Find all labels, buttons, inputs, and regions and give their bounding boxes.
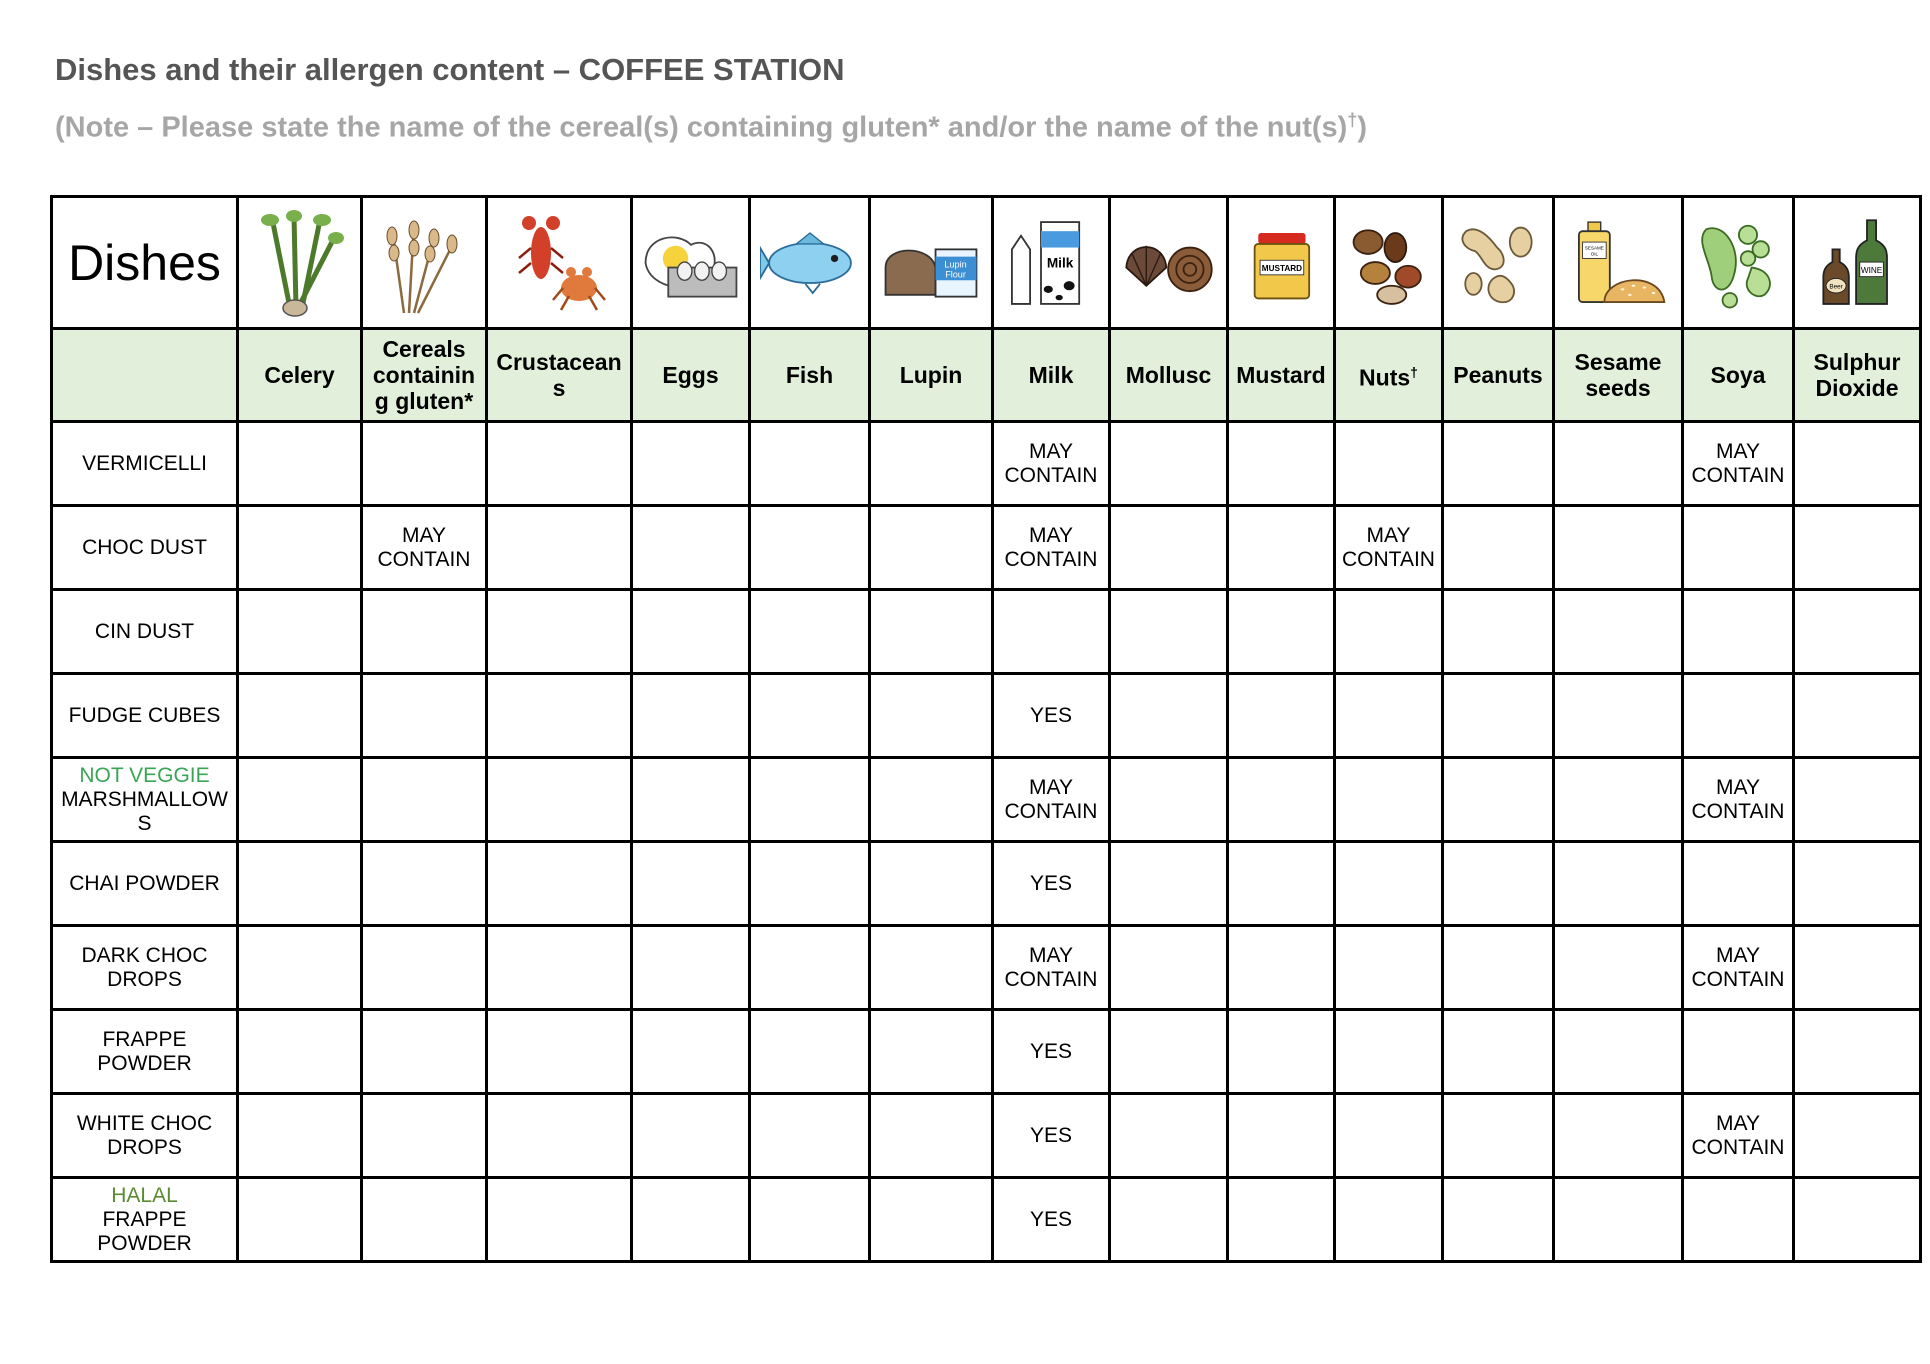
allergen-cell: YES (993, 1010, 1110, 1094)
allergen-cell (1443, 1010, 1554, 1094)
allergen-name-peanuts: Peanuts (1443, 329, 1554, 422)
allergen-cell (1554, 842, 1683, 926)
allergen-cell (632, 1010, 750, 1094)
allergen-cell (238, 1094, 362, 1178)
allergen-name-soya: Soya (1683, 329, 1794, 422)
sesame-label: SESAME (1584, 244, 1604, 250)
allergen-cell (632, 842, 750, 926)
allergen-cell (1554, 1094, 1683, 1178)
dish-cell (52, 1010, 238, 1094)
allergen-cell (1335, 422, 1443, 506)
allergen-cell (487, 926, 632, 1010)
allergen-cell (362, 1010, 487, 1094)
allergen-cell: YES (993, 842, 1110, 926)
allergen-cell (362, 926, 487, 1010)
allergen-cell (238, 422, 362, 506)
allergen-cell (1794, 842, 1921, 926)
nuts-dagger: † (1410, 364, 1418, 381)
table-row (52, 1094, 1921, 1178)
allergen-cell (632, 758, 750, 842)
allergen-cell (1554, 758, 1683, 842)
dish-name: CHOC DUST (82, 535, 207, 559)
allergen-cell (238, 842, 362, 926)
allergen-cell (1228, 926, 1335, 1010)
allergen-cell (1554, 674, 1683, 758)
allergen-cell (362, 422, 487, 506)
allergen-cell (1228, 590, 1335, 674)
allergen-name-lupin: Lupin (870, 329, 993, 422)
allergen-cell (1335, 926, 1443, 1010)
allergen-cell (1794, 506, 1921, 590)
allergen-cell (1335, 758, 1443, 842)
dishes-name-blank (52, 329, 238, 422)
allergen-cell (487, 506, 632, 590)
allergen-cell: MAY CONTAIN (993, 506, 1110, 590)
allergen-cell (1554, 506, 1683, 590)
allergen-cell: MAY CONTAIN (362, 506, 487, 590)
allergen-cell (1794, 422, 1921, 506)
allergen-cell (632, 422, 750, 506)
allergen-table (50, 195, 1922, 1263)
lupin-label-2: Flour (945, 269, 966, 280)
allergen-cell: MAY CONTAIN (993, 422, 1110, 506)
allergen-name-sulphur: Sulphur Dioxide (1794, 329, 1921, 422)
dish-cell (52, 506, 238, 590)
note-text: (Note – Please state the name of the cereal(s) containing gluten* and/or the name of the nut(s) (55, 111, 1348, 144)
allergen-cell (750, 1094, 870, 1178)
allergen-name-sesame: Sesame seeds (1554, 329, 1683, 422)
allergen-cell: MAY CONTAIN (1683, 926, 1794, 1010)
beer-label: Beer (1829, 282, 1843, 290)
allergen-cell (1443, 1178, 1554, 1262)
allergen-cell (1110, 1094, 1228, 1178)
allergen-cell (1110, 842, 1228, 926)
allergen-cell (1554, 1178, 1683, 1262)
allergen-name-fish: Fish (750, 329, 870, 422)
dish-cell (52, 926, 238, 1010)
allergen-name-milk: Milk (993, 329, 1110, 422)
allergen-cell (487, 674, 632, 758)
allergen-name-mustard: Mustard (1228, 329, 1335, 422)
allergen-cell (1110, 422, 1228, 506)
dish-name: MARSHMALLOW S (61, 787, 228, 835)
allergen-cell (1794, 674, 1921, 758)
allergen-name-row (52, 329, 1921, 422)
allergen-cell (1554, 1010, 1683, 1094)
dish-cell (52, 590, 238, 674)
allergen-cell (1794, 926, 1921, 1010)
peanuts-icon (1443, 197, 1554, 329)
dish-name: CIN DUST (94, 619, 195, 643)
allergen-cell (870, 1178, 993, 1262)
allergen-cell: MAY CONTAIN (1683, 422, 1794, 506)
allergen-cell (750, 1178, 870, 1262)
table-row (52, 758, 1921, 842)
allergen-cell (870, 926, 993, 1010)
allergen-cell (750, 926, 870, 1010)
allergen-cell (1794, 758, 1921, 842)
mustard-icon (1228, 197, 1335, 329)
page-note (55, 110, 1367, 145)
allergen-cell (1335, 1178, 1443, 1262)
table-row (52, 842, 1921, 926)
table-row (52, 506, 1921, 590)
table-row (52, 1178, 1921, 1262)
table-row (52, 590, 1921, 674)
dish-cell (52, 842, 238, 926)
dish-name: WHITE CHOC DROPS (76, 1111, 213, 1159)
dish-cell (52, 1094, 238, 1178)
dish-qualifier: HALAL (111, 1183, 178, 1207)
allergen-cell (487, 590, 632, 674)
allergen-cell (1228, 1010, 1335, 1094)
allergen-cell (362, 590, 487, 674)
allergen-cell (632, 590, 750, 674)
wine-label: WINE (1860, 265, 1883, 275)
allergen-cell (1554, 590, 1683, 674)
mustard-label: MUSTARD (1261, 263, 1303, 273)
allergen-cell: YES (993, 1178, 1110, 1262)
dish-name: FUDGE CUBES (68, 703, 221, 727)
note-dagger: † (1347, 110, 1358, 130)
allergen-cell (1228, 1094, 1335, 1178)
allergen-cell (870, 590, 993, 674)
allergen-cell (487, 1094, 632, 1178)
allergen-cell (1683, 1178, 1794, 1262)
allergen-name-eggs: Eggs (632, 329, 750, 422)
allergen-cell (1794, 590, 1921, 674)
allergen-cell: MAY CONTAIN (1683, 758, 1794, 842)
allergen-name-mollusc: Mollusc (1110, 329, 1228, 422)
allergen-cell (487, 842, 632, 926)
allergen-cell: MAY CONTAIN (1683, 1094, 1794, 1178)
sesame-label-2: OIL (1590, 251, 1599, 257)
allergen-cell (1443, 758, 1554, 842)
allergen-cell (1110, 1010, 1228, 1094)
allergen-cell (1683, 590, 1794, 674)
allergen-cell (1110, 926, 1228, 1010)
allergen-name-celery: Celery (238, 329, 362, 422)
table-row (52, 1010, 1921, 1094)
allergen-cell (870, 842, 993, 926)
allergen-cell (487, 758, 632, 842)
allergen-cell (362, 1178, 487, 1262)
allergen-cell (487, 1178, 632, 1262)
allergen-cell (487, 1010, 632, 1094)
allergen-cell (487, 422, 632, 506)
allergen-cell (750, 506, 870, 590)
allergen-name-nuts: Nuts† (1335, 329, 1443, 422)
allergen-cell (750, 422, 870, 506)
allergen-cell (1335, 674, 1443, 758)
allergen-cell (1335, 590, 1443, 674)
allergen-cell (1228, 674, 1335, 758)
allergen-cell (870, 506, 993, 590)
lupin-flour-icon (870, 197, 993, 329)
dishes-header: Dishes (52, 197, 238, 329)
milk-label: Milk (1046, 255, 1074, 271)
fish-icon (750, 197, 870, 329)
note-end: ) (1357, 111, 1368, 144)
allergen-cell: YES (993, 674, 1110, 758)
allergen-name-crustaceans: Crustacean s (487, 329, 632, 422)
allergen-cell (1335, 1010, 1443, 1094)
allergen-cell (238, 590, 362, 674)
allergen-cell (870, 1010, 993, 1094)
allergen-cell (870, 422, 993, 506)
dish-rows (52, 422, 1921, 1262)
allergen-cell (1794, 1010, 1921, 1094)
allergen-cell: YES (993, 1094, 1110, 1178)
allergen-cell: MAY CONTAIN (993, 926, 1110, 1010)
allergen-cell (1228, 1178, 1335, 1262)
dish-name: FRAPPE POWDER (97, 1207, 192, 1255)
eggs-icon (632, 197, 750, 329)
allergen-cell (238, 926, 362, 1010)
milk-icon (993, 197, 1110, 329)
dish-cell (52, 422, 238, 506)
allergen-cell (1443, 1094, 1554, 1178)
dish-qualifier: NOT VEGGIE (79, 763, 210, 787)
allergen-cell (362, 674, 487, 758)
allergen-cell (362, 758, 487, 842)
allergen-cell (1683, 674, 1794, 758)
allergen-cell (870, 758, 993, 842)
allergen-cell (750, 842, 870, 926)
allergen-cell (1228, 506, 1335, 590)
allergen-cell (1335, 842, 1443, 926)
allergen-cell (238, 674, 362, 758)
allergen-cell (1554, 422, 1683, 506)
allergen-cell (632, 1094, 750, 1178)
allergen-name-cereals: Cereals containin g gluten* (362, 329, 487, 422)
allergen-cell: MAY CONTAIN (1335, 506, 1443, 590)
allergen-cell (1443, 926, 1554, 1010)
dish-name: DARK CHOC DROPS (81, 943, 208, 991)
allergen-cell (1683, 842, 1794, 926)
nuts-icon (1335, 197, 1443, 329)
table-row (52, 674, 1921, 758)
dish-cell (52, 758, 238, 842)
allergen-cell (1110, 590, 1228, 674)
allergen-cell (1228, 758, 1335, 842)
allergen-cell (1554, 926, 1683, 1010)
crustacean-icon (487, 197, 632, 329)
mollusc-icon (1110, 197, 1228, 329)
allergen-cell (1683, 506, 1794, 590)
wheat-icon (362, 197, 487, 329)
allergen-cell (238, 506, 362, 590)
allergen-cell (632, 674, 750, 758)
allergen-cell (993, 590, 1110, 674)
allergen-cell (1683, 1010, 1794, 1094)
allergen-cell (632, 506, 750, 590)
table-row (52, 422, 1921, 506)
allergen-cell (362, 1094, 487, 1178)
lupin-label-1: Lupin (944, 259, 967, 270)
allergen-cell (1443, 590, 1554, 674)
dish-name: VERMICELLI (82, 451, 207, 475)
sulphur-dioxide-icon (1794, 197, 1921, 329)
allergen-cell (750, 758, 870, 842)
allergen-cell (238, 1178, 362, 1262)
dish-cell (52, 1178, 238, 1262)
allergen-cell (1110, 674, 1228, 758)
allergen-cell (1794, 1178, 1921, 1262)
allergen-cell (1443, 842, 1554, 926)
allergen-cell (1228, 422, 1335, 506)
dish-name: FRAPPE POWDER (97, 1027, 192, 1075)
dish-cell (52, 674, 238, 758)
page-title: Dishes and their allergen content – COFFEE STATION (55, 52, 845, 87)
allergen-cell (238, 758, 362, 842)
allergen-cell (750, 590, 870, 674)
celery-icon (238, 197, 362, 329)
soya-icon (1683, 197, 1794, 329)
allergen-cell (750, 1010, 870, 1094)
allergen-cell: MAY CONTAIN (993, 758, 1110, 842)
allergen-cell (1110, 1178, 1228, 1262)
allergen-cell (362, 842, 487, 926)
allergen-cell (1443, 506, 1554, 590)
table-row (52, 926, 1921, 1010)
allergen-cell (1110, 506, 1228, 590)
allergen-cell (238, 1010, 362, 1094)
allergen-cell (1443, 422, 1554, 506)
allergen-cell (870, 1094, 993, 1178)
allergen-cell (750, 674, 870, 758)
allergen-cell (632, 1178, 750, 1262)
allergen-cell (1228, 842, 1335, 926)
allergen-cell (1110, 758, 1228, 842)
allergen-cell (1443, 674, 1554, 758)
dish-name: CHAI POWDER (69, 871, 220, 895)
icon-row (52, 197, 1921, 329)
allergen-cell (1335, 1094, 1443, 1178)
allergen-cell (632, 926, 750, 1010)
allergen-cell (1794, 1094, 1921, 1178)
allergen-cell (870, 674, 993, 758)
sesame-icon (1554, 197, 1683, 329)
